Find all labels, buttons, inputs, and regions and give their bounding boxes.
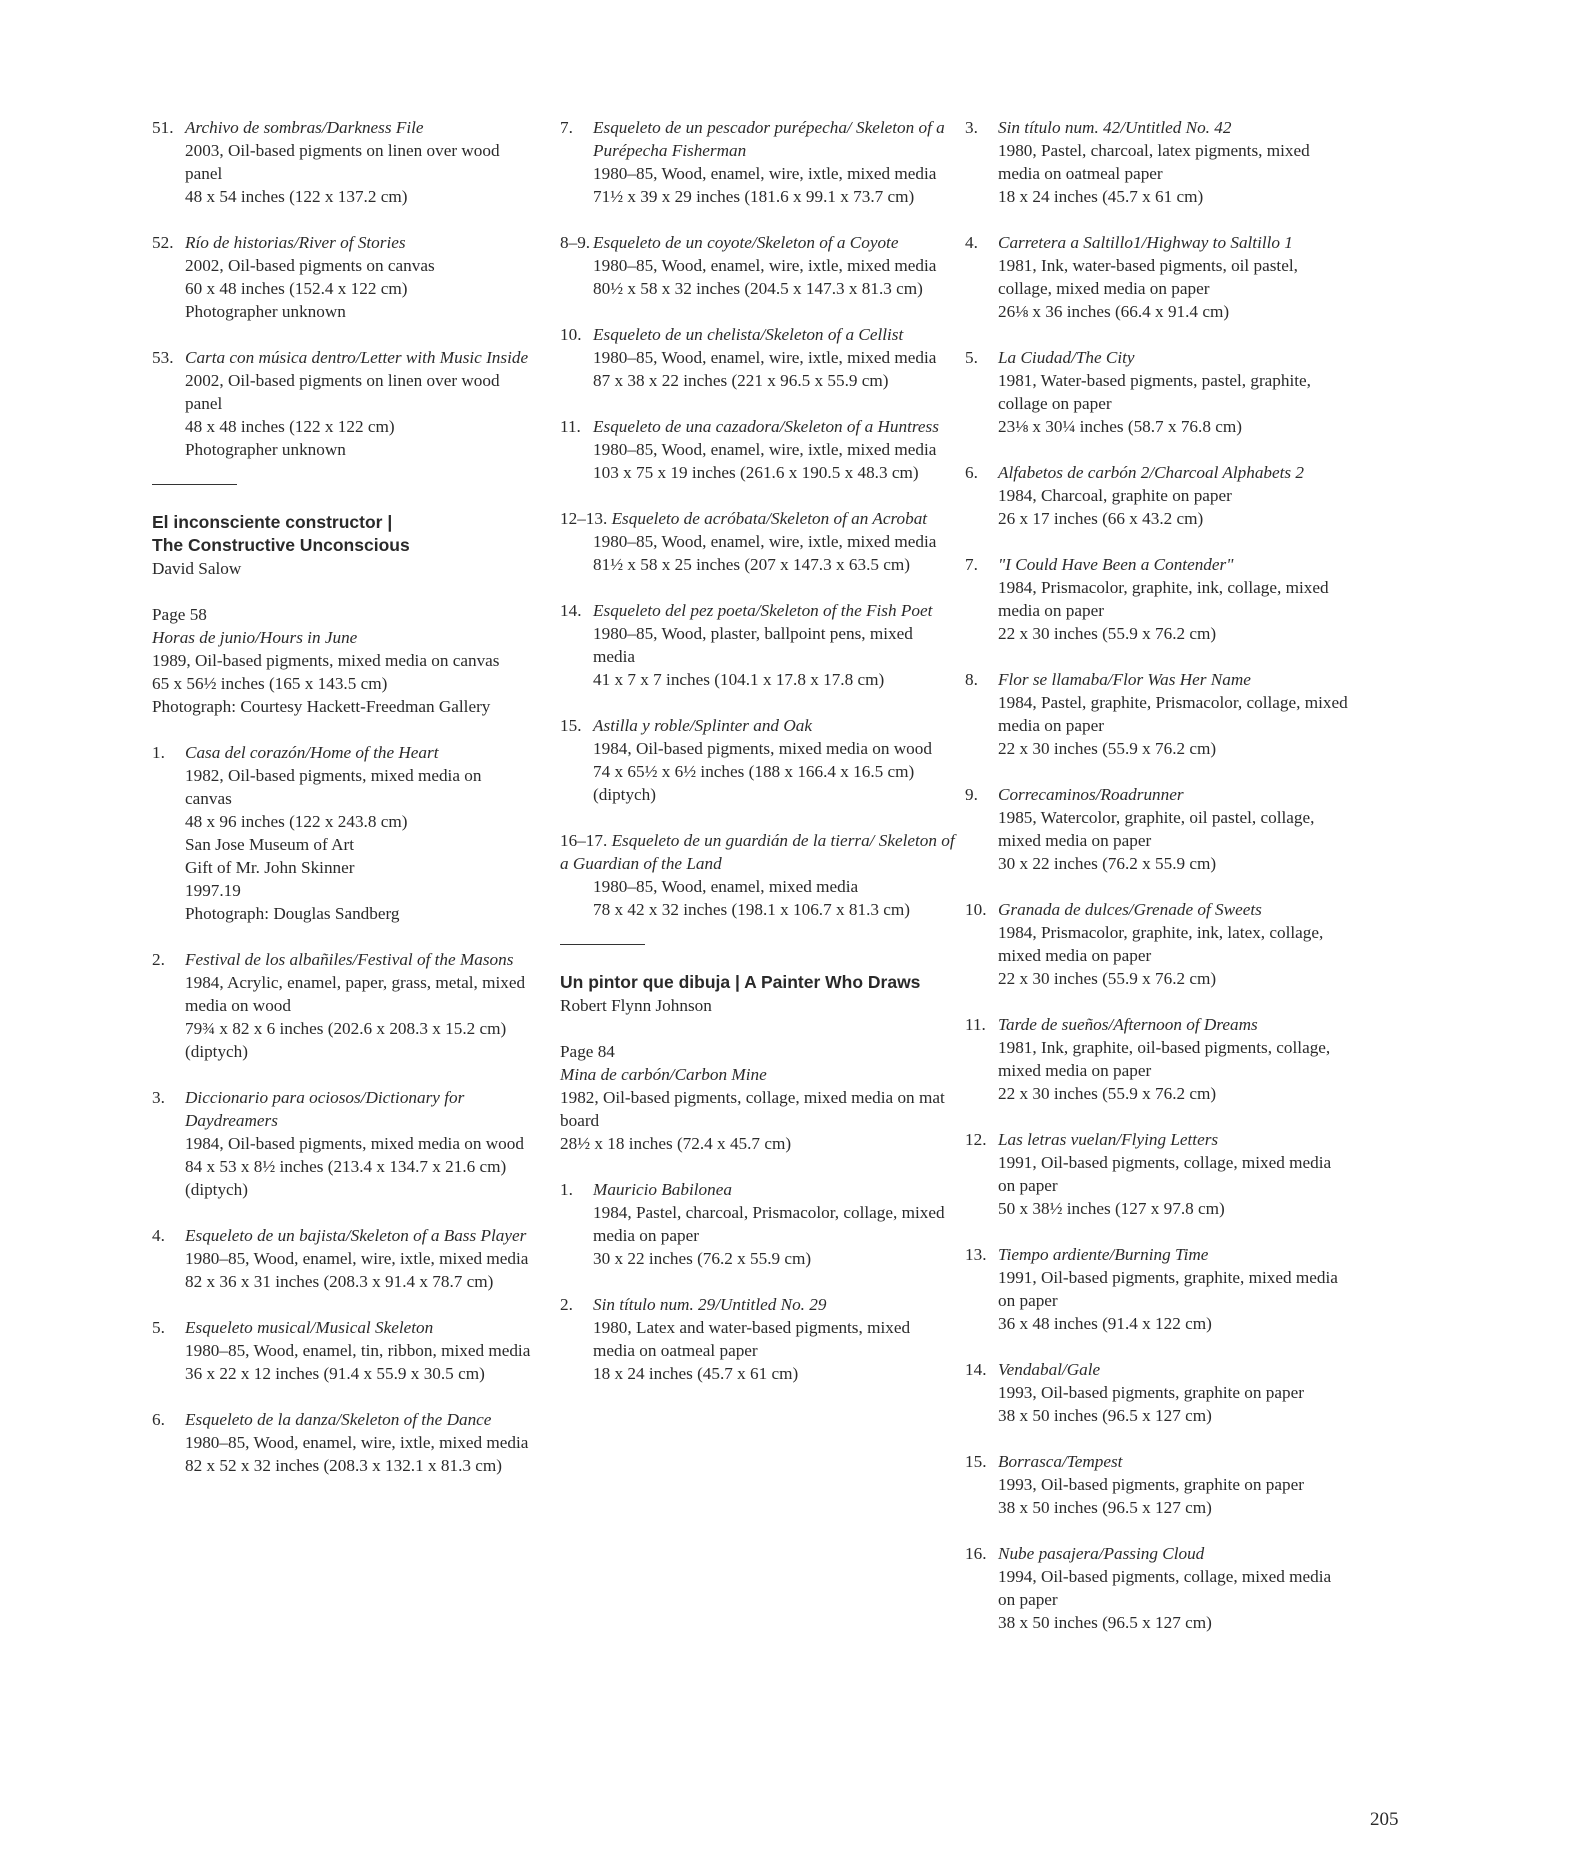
entry-detail-line: 71½ x 39 x 29 inches (181.6 x 99.1 x 73.7 cm) bbox=[593, 187, 915, 206]
entry-detail-line: San Jose Museum of Art bbox=[185, 835, 355, 854]
artwork-title: Esqueleto de un chelista/Skeleton of a Cellist bbox=[593, 325, 904, 344]
entry-detail-line: 1994, Oil-based pigments, collage, mixed media on paper bbox=[998, 1567, 1332, 1609]
artwork-title: Borrasca/Tempest bbox=[998, 1452, 1123, 1471]
catalog-entry bbox=[560, 829, 955, 921]
entry-detail-line: 1984, Oil-based pigments, mixed media on wood bbox=[185, 1134, 524, 1153]
catalog-entry bbox=[965, 231, 1350, 323]
entry-detail-line: 1980–85, Wood, enamel, wire, ixtle, mixed media bbox=[593, 532, 937, 551]
section-heading: Un pintor que dibuja | A Painter Who Draws bbox=[560, 972, 921, 992]
entry-list bbox=[560, 116, 955, 921]
entry-detail-line: 22 x 30 inches (55.9 x 76.2 cm) bbox=[998, 739, 1217, 758]
entry-detail-line: 2003, Oil-based pigments on linen over wood panel bbox=[185, 141, 500, 183]
entry-first-line bbox=[560, 829, 955, 875]
catalog-entry bbox=[152, 1086, 532, 1201]
entry-detail-line: 60 x 48 inches (152.4 x 122 cm) bbox=[185, 279, 408, 298]
entry-detail-line: 1980–85, Wood, enamel, wire, ixtle, mixed media bbox=[593, 256, 937, 275]
entry-detail-line: 1984, Prismacolor, graphite, ink, collage, mixed media on paper bbox=[998, 578, 1329, 620]
entry-detail-line: 26 x 17 inches (66 x 43.2 cm) bbox=[998, 509, 1204, 528]
entry-details bbox=[560, 875, 955, 921]
page-label: Page 58 bbox=[152, 605, 207, 624]
catalog-entry bbox=[965, 668, 1350, 760]
catalog-entry bbox=[560, 507, 955, 576]
entry-detail-line: 1982, Oil-based pigments, mixed media on canvas bbox=[185, 766, 482, 808]
entry-number: 15. bbox=[560, 716, 582, 735]
page-reference bbox=[560, 1040, 955, 1155]
entry-detail-line: Photograph: Douglas Sandberg bbox=[185, 904, 400, 923]
entry-number: 5. bbox=[965, 348, 978, 367]
artwork-title: Las letras vuelan/Flying Letters bbox=[998, 1130, 1219, 1149]
section-author: David Salow bbox=[152, 559, 242, 578]
entry-detail-line: 30 x 22 inches (76.2 x 55.9 cm) bbox=[998, 854, 1217, 873]
entry-detail-line: 2002, Oil-based pigments on canvas bbox=[185, 256, 435, 275]
entry-number: 15. bbox=[965, 1452, 987, 1471]
entry-detail-line: 2002, Oil-based pigments on linen over wood panel bbox=[185, 371, 500, 413]
artwork-title: Festival de los albañiles/Festival of the Masons bbox=[185, 950, 514, 969]
entry-detail-line: 1981, Ink, graphite, oil-based pigments, collage, mixed media on paper bbox=[998, 1038, 1331, 1080]
catalog-entry bbox=[152, 116, 532, 208]
page-reference bbox=[152, 603, 532, 718]
artwork-title: Casa del corazón/Home of the Heart bbox=[185, 743, 439, 762]
catalog-entry bbox=[965, 783, 1350, 875]
artwork-title: Correcaminos/Roadrunner bbox=[998, 785, 1184, 804]
entry-detail-line: 1997.19 bbox=[185, 881, 241, 900]
entry-detail-line: 38 x 50 inches (96.5 x 127 cm) bbox=[998, 1498, 1212, 1517]
entry-number: 12–13. bbox=[560, 509, 608, 528]
artwork-title: Esqueleto de acróbata/Skeleton of an Acrobat bbox=[611, 509, 928, 528]
catalog-entry bbox=[965, 553, 1350, 645]
entry-detail-line: 22 x 30 inches (55.9 x 76.2 cm) bbox=[998, 1084, 1217, 1103]
page-detail-line: 65 x 56½ inches (165 x 143.5 cm) bbox=[152, 674, 388, 693]
entry-detail-line: 30 x 22 inches (76.2 x 55.9 cm) bbox=[593, 1249, 812, 1268]
artwork-title: Flor se llamaba/Flor Was Her Name bbox=[998, 670, 1251, 689]
artwork-title: Mina de carbón/Carbon Mine bbox=[560, 1065, 767, 1084]
entry-first-line bbox=[560, 507, 955, 530]
entry-detail-line: 78 x 42 x 32 inches (198.1 x 106.7 x 81.3 cm) bbox=[593, 900, 910, 919]
entry-detail-line: Gift of Mr. John Skinner bbox=[185, 858, 355, 877]
artwork-title: Carretera a Saltillo1/Highway to Saltillo 1 bbox=[998, 233, 1293, 252]
entry-number: 11. bbox=[560, 417, 581, 436]
column-2 bbox=[560, 116, 955, 1408]
artwork-title: Esqueleto de un coyote/Skeleton of a Coyote bbox=[593, 233, 899, 252]
entry-detail-line: 1980–85, Wood, enamel, wire, ixtle, mixed media bbox=[185, 1433, 529, 1452]
entry-number: 13. bbox=[965, 1245, 987, 1264]
entry-detail-line: 26⅛ x 36 inches (66.4 x 91.4 cm) bbox=[998, 302, 1230, 321]
catalog-entry bbox=[152, 346, 532, 461]
artwork-title: Tarde de sueños/Afternoon of Dreams bbox=[998, 1015, 1258, 1034]
entry-detail-line: 1981, Water-based pigments, pastel, graphite, collage on paper bbox=[998, 371, 1311, 413]
entry-number: 53. bbox=[152, 348, 174, 367]
section-heading: The Constructive Unconscious bbox=[152, 535, 410, 555]
catalog-entry bbox=[965, 346, 1350, 438]
artwork-title: Vendabal/Gale bbox=[998, 1360, 1101, 1379]
entry-number: 2. bbox=[152, 950, 165, 969]
entry-number: 14. bbox=[560, 601, 582, 620]
catalog-entry bbox=[965, 1450, 1350, 1519]
entry-number: 9. bbox=[965, 785, 978, 804]
catalog-entry bbox=[965, 1128, 1350, 1220]
artwork-title: Diccionario para ociosos/Dictionary for Daydreamers bbox=[185, 1088, 465, 1130]
artwork-title: Esqueleto musical/Musical Skeleton bbox=[185, 1318, 434, 1337]
artwork-title: Granada de dulces/Grenade of Sweets bbox=[998, 900, 1262, 919]
entry-number: 3. bbox=[152, 1088, 165, 1107]
entry-number: 12. bbox=[965, 1130, 987, 1149]
artwork-title: La Ciudad/The City bbox=[998, 348, 1135, 367]
entry-detail-line: 1980–85, Wood, enamel, wire, ixtle, mixed media bbox=[593, 440, 937, 459]
entry-detail-line: 22 x 30 inches (55.9 x 76.2 cm) bbox=[998, 969, 1217, 988]
artwork-title: "I Could Have Been a Contender" bbox=[998, 555, 1234, 574]
entry-number: 10. bbox=[965, 900, 987, 919]
artwork-title: Astilla y roble/Splinter and Oak bbox=[593, 716, 812, 735]
artwork-title: Esqueleto de la danza/Skeleton of the Dance bbox=[185, 1410, 492, 1429]
entry-detail-line: 79¾ x 82 x 6 inches (202.6 x 208.3 x 15.2 cm) (diptych) bbox=[185, 1019, 507, 1061]
entry-number: 14. bbox=[965, 1360, 987, 1379]
entry-detail-line: 41 x 7 x 7 inches (104.1 x 17.8 x 17.8 cm) bbox=[593, 670, 885, 689]
entry-detail-line: Photographer unknown bbox=[185, 302, 346, 321]
column-3 bbox=[965, 116, 1350, 1657]
entry-detail-line: 1980–85, Wood, enamel, wire, ixtle, mixed media bbox=[593, 348, 937, 367]
artwork-title: Esqueleto de un bajista/Skeleton of a Bass Player bbox=[185, 1226, 527, 1245]
entry-number: 4. bbox=[152, 1226, 165, 1245]
catalog-entry bbox=[560, 116, 955, 208]
entry-detail-line: 1993, Oil-based pigments, graphite on paper bbox=[998, 1475, 1304, 1494]
entry-detail-line: 22 x 30 inches (55.9 x 76.2 cm) bbox=[998, 624, 1217, 643]
entry-number: 51. bbox=[152, 118, 174, 137]
entry-number: 16–17. bbox=[560, 831, 608, 850]
entry-detail-line: 18 x 24 inches (45.7 x 61 cm) bbox=[593, 1364, 799, 1383]
entry-details bbox=[560, 530, 955, 576]
entry-detail-line: 81½ x 58 x 25 inches (207 x 147.3 x 63.5 cm) bbox=[593, 555, 910, 574]
entry-detail-line: 87 x 38 x 22 inches (221 x 96.5 x 55.9 cm) bbox=[593, 371, 889, 390]
catalog-entry bbox=[560, 714, 955, 806]
entry-number: 6. bbox=[965, 463, 978, 482]
catalog-entry bbox=[152, 1224, 532, 1293]
artwork-title: Tiempo ardiente/Burning Time bbox=[998, 1245, 1209, 1264]
catalog-entry bbox=[560, 323, 955, 392]
entry-detail-line: 1985, Watercolor, graphite, oil pastel, collage, mixed media on paper bbox=[998, 808, 1315, 850]
entry-list bbox=[965, 116, 1350, 1634]
entry-number: 4. bbox=[965, 233, 978, 252]
entry-detail-line: 1981, Ink, water-based pigments, oil pastel, collage, mixed media on paper bbox=[998, 256, 1298, 298]
entry-detail-line: 1984, Charcoal, graphite on paper bbox=[998, 486, 1232, 505]
artwork-title: Nube pasajera/Passing Cloud bbox=[998, 1544, 1205, 1563]
artwork-title: Sin título num. 29/Untitled No. 29 bbox=[593, 1295, 827, 1314]
entry-number: 6. bbox=[152, 1410, 165, 1429]
entry-detail-line: 82 x 36 x 31 inches (208.3 x 91.4 x 78.7 cm) bbox=[185, 1272, 494, 1291]
entry-detail-line: 1991, Oil-based pigments, graphite, mixed media on paper bbox=[998, 1268, 1338, 1310]
entry-detail-line: Photographer unknown bbox=[185, 440, 346, 459]
catalog-entry bbox=[965, 461, 1350, 530]
column-1 bbox=[152, 116, 532, 1500]
catalog-entry bbox=[965, 1243, 1350, 1335]
artwork-title: Horas de junio/Hours in June bbox=[152, 628, 358, 647]
artwork-title: Esqueleto de un guardián de la tierra/ Skeleton of a Guardian of the Land bbox=[560, 831, 955, 873]
artwork-title: Río de historias/River of Stories bbox=[185, 233, 406, 252]
entry-detail-line: 82 x 52 x 32 inches (208.3 x 132.1 x 81.3 cm) bbox=[185, 1456, 502, 1475]
entry-detail-line: 36 x 48 inches (91.4 x 122 cm) bbox=[998, 1314, 1212, 1333]
entry-detail-line: 1984, Acrylic, enamel, paper, grass, metal, mixed media on wood bbox=[185, 973, 526, 1015]
entry-detail-line: 48 x 48 inches (122 x 122 cm) bbox=[185, 417, 395, 436]
catalog-entry bbox=[965, 1013, 1350, 1105]
entry-detail-line: 74 x 65½ x 6½ inches (188 x 166.4 x 16.5 cm) (diptych) bbox=[593, 762, 915, 804]
entry-detail-line: 84 x 53 x 8½ inches (213.4 x 134.7 x 21.6 cm) (diptych) bbox=[185, 1157, 507, 1199]
entry-number: 52. bbox=[152, 233, 174, 252]
catalog-entry bbox=[560, 415, 955, 484]
entry-number: 1. bbox=[560, 1180, 573, 1199]
entry-detail-line: 1980–85, Wood, enamel, tin, ribbon, mixed media bbox=[185, 1341, 531, 1360]
entry-detail-line: 48 x 54 inches (122 x 137.2 cm) bbox=[185, 187, 408, 206]
catalog-entry bbox=[152, 1408, 532, 1477]
entry-detail-line: 103 x 75 x 19 inches (261.6 x 190.5 x 48.3 cm) bbox=[593, 463, 919, 482]
entry-list bbox=[560, 1178, 955, 1385]
entry-number: 3. bbox=[965, 118, 978, 137]
artwork-title: Esqueleto del pez poeta/Skeleton of the Fish Poet bbox=[593, 601, 933, 620]
page-detail-line: 28½ x 18 inches (72.4 x 45.7 cm) bbox=[560, 1134, 792, 1153]
entry-detail-line: 1980–85, Wood, enamel, wire, ixtle, mixed media bbox=[593, 164, 937, 183]
entry-detail-line: 50 x 38½ inches (127 x 97.8 cm) bbox=[998, 1199, 1225, 1218]
catalog-entry bbox=[152, 1316, 532, 1385]
entry-number: 7. bbox=[965, 555, 978, 574]
entry-number: 1. bbox=[152, 743, 165, 762]
entry-detail-line: 1980–85, Wood, plaster, ballpoint pens, mixed media bbox=[593, 624, 913, 666]
artwork-title: Archivo de sombras/Darkness File bbox=[185, 118, 424, 137]
artwork-title: Esqueleto de una cazadora/Skeleton of a Huntress bbox=[593, 417, 939, 436]
entry-detail-line: 1984, Prismacolor, graphite, ink, latex, collage, mixed media on paper bbox=[998, 923, 1324, 965]
entry-detail-line: 18 x 24 inches (45.7 x 61 cm) bbox=[998, 187, 1204, 206]
entry-number: 8. bbox=[965, 670, 978, 689]
entry-number: 11. bbox=[965, 1015, 986, 1034]
entry-detail-line: 1980, Latex and water-based pigments, mixed media on oatmeal paper bbox=[593, 1318, 911, 1360]
entry-detail-line: 23⅛ x 30¼ inches (58.7 x 76.8 cm) bbox=[998, 417, 1242, 436]
catalog-entry bbox=[152, 948, 532, 1063]
entry-detail-line: 38 x 50 inches (96.5 x 127 cm) bbox=[998, 1613, 1212, 1632]
entry-list bbox=[152, 741, 532, 1477]
entry-number: 8–9. bbox=[560, 233, 591, 252]
artwork-title: Alfabetos de carbón 2/Charcoal Alphabets 2 bbox=[998, 463, 1305, 482]
entry-number: 16. bbox=[965, 1544, 987, 1563]
catalog-entry bbox=[965, 1542, 1350, 1634]
entry-number: 7. bbox=[560, 118, 573, 137]
entry-detail-line: 38 x 50 inches (96.5 x 127 cm) bbox=[998, 1406, 1212, 1425]
entry-number: 10. bbox=[560, 325, 582, 344]
page-number: 205 bbox=[1370, 1809, 1399, 1830]
catalog-entry bbox=[965, 116, 1350, 208]
catalog-entry bbox=[152, 231, 532, 323]
catalog-entry bbox=[560, 1293, 955, 1385]
catalog-entry bbox=[152, 741, 532, 925]
page-detail-line: 1989, Oil-based pigments, mixed media on canvas bbox=[152, 651, 500, 670]
page-label: Page 84 bbox=[560, 1042, 615, 1061]
section-heading: El inconsciente constructor | bbox=[152, 512, 393, 532]
entry-detail-line: 48 x 96 inches (122 x 243.8 cm) bbox=[185, 812, 408, 831]
artwork-title: Carta con música dentro/Letter with Music Inside bbox=[185, 348, 529, 367]
entry-detail-line: 80½ x 58 x 32 inches (204.5 x 147.3 x 81.3 cm) bbox=[593, 279, 923, 298]
entry-detail-line: 1984, Pastel, charcoal, Prismacolor, collage, mixed media on paper bbox=[593, 1203, 945, 1245]
section-divider bbox=[152, 484, 237, 485]
section-divider bbox=[560, 944, 645, 945]
entry-detail-line: 1984, Oil-based pigments, mixed media on wood bbox=[593, 739, 932, 758]
entry-detail-line: 1991, Oil-based pigments, collage, mixed media on paper bbox=[998, 1153, 1332, 1195]
page-detail-line: 1982, Oil-based pigments, collage, mixed media on mat board bbox=[560, 1088, 945, 1130]
catalog-entry bbox=[965, 1358, 1350, 1427]
artwork-title: Mauricio Babilonea bbox=[593, 1180, 732, 1199]
entry-detail-line: 1984, Pastel, graphite, Prismacolor, collage, mixed media on paper bbox=[998, 693, 1348, 735]
entry-number: 2. bbox=[560, 1295, 573, 1314]
catalog-entry bbox=[965, 898, 1350, 990]
entry-detail-line: 1993, Oil-based pigments, graphite on paper bbox=[998, 1383, 1304, 1402]
artwork-title: Esqueleto de un pescador purépecha/ Skeleton of a Purépecha Fisherman bbox=[593, 118, 945, 160]
section-author: Robert Flynn Johnson bbox=[560, 996, 712, 1015]
entry-detail-line: 1980–85, Wood, enamel, wire, ixtle, mixed media bbox=[185, 1249, 529, 1268]
catalog-entry bbox=[560, 1178, 955, 1270]
entry-detail-line: 1980–85, Wood, enamel, mixed media bbox=[593, 877, 859, 896]
entry-list bbox=[152, 116, 532, 461]
entry-detail-line: 36 x 22 x 12 inches (91.4 x 55.9 x 30.5 cm) bbox=[185, 1364, 485, 1383]
page-detail-line: Photograph: Courtesy Hackett-Freedman Gallery bbox=[152, 697, 491, 716]
entry-detail-line: 1980, Pastel, charcoal, latex pigments, mixed media on oatmeal paper bbox=[998, 141, 1310, 183]
catalog-entry bbox=[560, 231, 955, 300]
catalog-entry bbox=[560, 599, 955, 691]
artwork-title: Sin título num. 42/Untitled No. 42 bbox=[998, 118, 1232, 137]
entry-number: 5. bbox=[152, 1318, 165, 1337]
